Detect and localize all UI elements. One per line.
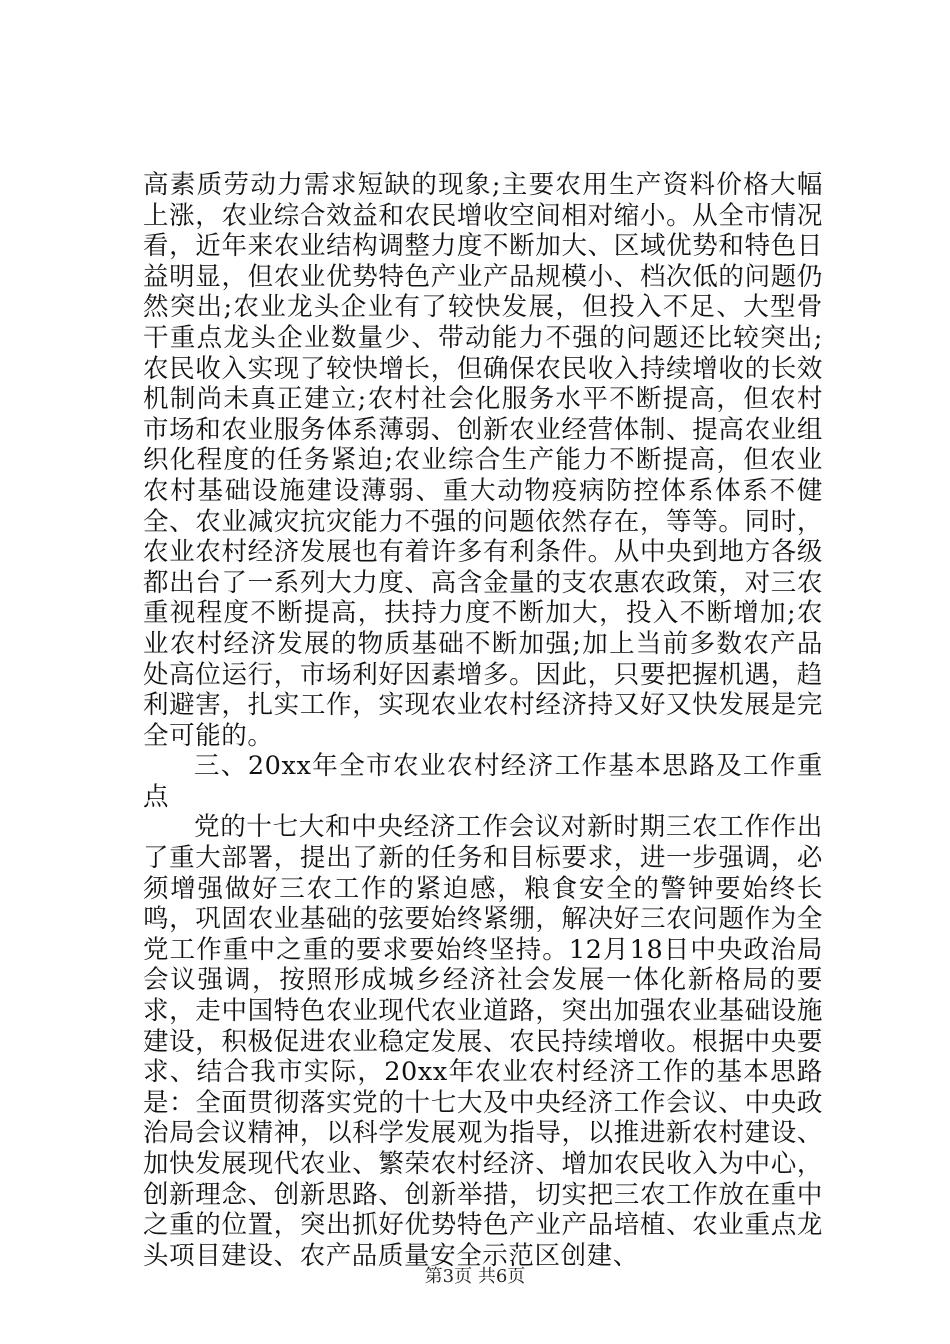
paragraph: 党的十七大和中央经济工作会议对新时期三农工作作出了重大部署，提出了新的任务和目标要求，进一步强调，必须增强做好三农工作的紧迫感，粮食安全的警钟要始终长鸣，巩固农业基础的弦要始终紧绷，解决好三农问题作为全党工作重中之重的要求要始终坚持。12月18日中央政治局会议强调，按照形成城乡经济社会发展一体化新格局的要求，走中国特色农业现代农业道路，突出加强农业基础设施建设，积极促进农业稳定发展、农民持续增收。根据中央要求、结合我市实际，20xx年农业农村经济工作的基本思路是：全面贯彻落实党的十七大及中央经济工作会议、中央政治局会议精神，以科学发展观为指导，以推进新农村建设、加快发展现代农业、繁荣农村经济、增加农民收入为中心，创新理念、创新思路、创新举措，切实把三农工作放在重中之重的位置，突出抓好优势特色产业产品培植、农业重点龙头项目建设、农产品质量安全示范区创建、	[143, 812, 823, 1271]
page-number: 第3页 共6页	[424, 1266, 526, 1287]
section-heading: 三、20xx年全市农业农村经济工作基本思路及工作重点	[143, 751, 823, 812]
body-text	[143, 170, 823, 1271]
paragraph-continuation: 高素质劳动力需求短缺的现象;主要农用生产资料价格大幅上涨，农业综合效益和农民增收空间相对缩小。从全市情况看，近年来农业结构调整力度不断加大、区域优势和特色日益明显，但农业优势特色产业产品规模小、档次低的问题仍然突出;农业龙头企业有了较快发展，但投入不足、大型骨干重点龙头企业数量少、带动能力不强的问题还比较突出;农民收入实现了较快增长，但确保农民收入持续增收的长效机制尚未真正建立;农村社会化服务水平不断提高，但农村市场和农业服务体系薄弱、创新农业经营体制、提高农业组织化程度的任务紧迫;农业综合生产能力不断提高，但农业农村基础设施建设薄弱、重大动物疫病防控体系体系不健全、农业减灾抗灾能力不强的问题依然存在，等等。同时，农业农村经济发展也有着许多有利条件。从中央到地方各级都出台了一系列大力度、高含金量的支农惠农政策，对三农重视程度不断提高，扶持力度不断加大，投入不断增加;农业农村经济发展的物质基础不断加强;加上当前多数农产品处高位运行，市场利好因素增多。因此，只要把握机遇，趋利避害，扎实工作，实现农业农村经济持又好又快发展是完全可能的。	[143, 170, 823, 751]
